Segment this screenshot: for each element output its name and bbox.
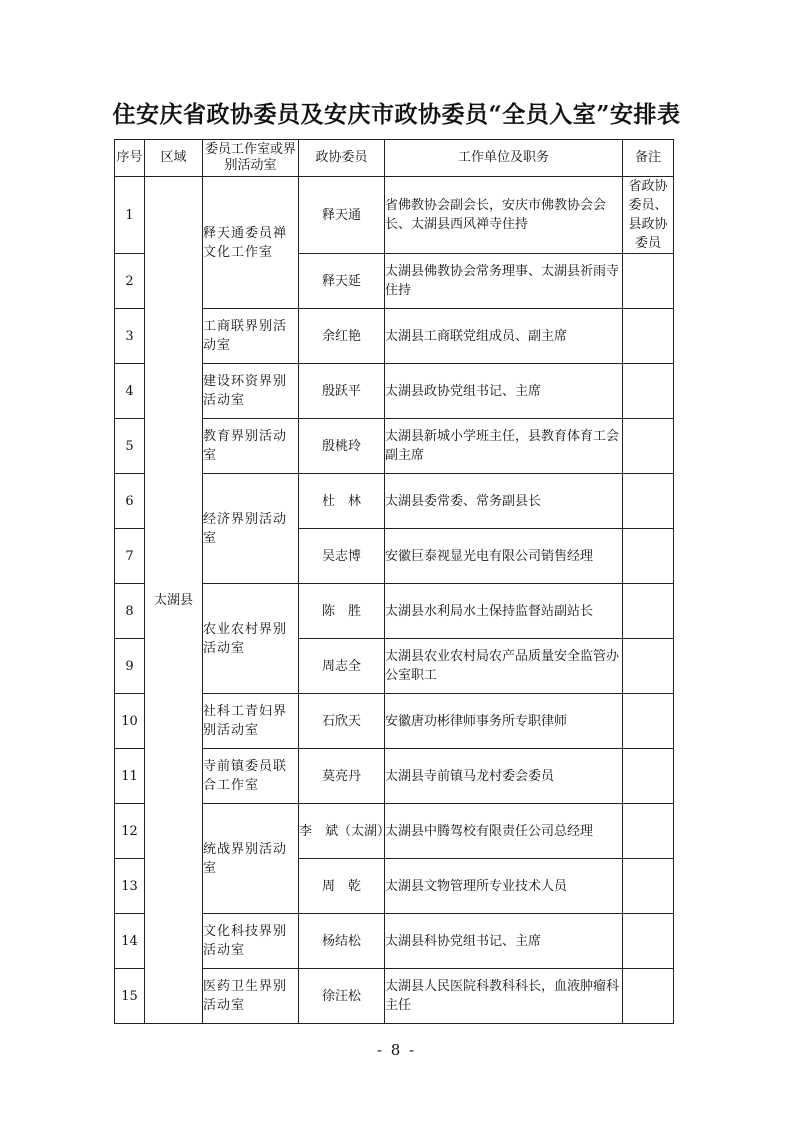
page-number: - 8 - xyxy=(376,1041,417,1059)
member-cell: 殷桃玲 xyxy=(299,419,385,474)
office-cell: 文化科技界别活动室 xyxy=(203,914,299,969)
unit-cell: 太湖县工商联党组成员、副主席 xyxy=(385,309,623,364)
table-row xyxy=(115,177,674,254)
seq-cell: 6 xyxy=(115,474,145,529)
member-cell: 杜 林 xyxy=(299,474,385,529)
member-cell: 释天通 xyxy=(299,177,385,254)
member-cell: 李 斌（太湖） xyxy=(299,804,385,859)
office-cell: 农业农村界别活动室 xyxy=(203,584,299,694)
header-office: 委员工作室或界别活动室 xyxy=(203,140,299,177)
seq-cell: 10 xyxy=(115,694,145,749)
unit-cell: 太湖县文物管理所专业技术人员 xyxy=(385,859,623,914)
unit-cell: 太湖县科协党组书记、主席 xyxy=(385,914,623,969)
unit-cell: 太湖县农业农村局农产品质量安全监管办公室职工 xyxy=(385,639,623,694)
header-remark: 备注 xyxy=(623,140,674,177)
table-header-row xyxy=(115,140,674,177)
seq-cell: 4 xyxy=(115,364,145,419)
seq-cell: 14 xyxy=(115,914,145,969)
seq-cell: 7 xyxy=(115,529,145,584)
office-cell: 教育界别活动室 xyxy=(203,419,299,474)
remark-cell xyxy=(623,419,674,474)
header-member: 政协委员 xyxy=(299,140,385,177)
office-cell: 统战界别活动室 xyxy=(203,804,299,914)
remark-cell xyxy=(623,859,674,914)
remark-cell xyxy=(623,749,674,804)
unit-cell: 安徽巨泰视显光电有限公司销售经理 xyxy=(385,529,623,584)
unit-cell: 太湖县委常委、常务副县长 xyxy=(385,474,623,529)
member-cell: 徐汪松 xyxy=(299,969,385,1024)
remark-cell xyxy=(623,914,674,969)
unit-cell: 太湖县中腾驾校有限责任公司总经理 xyxy=(385,804,623,859)
unit-cell: 太湖县人民医院科教科科长，血液肿瘤科主任 xyxy=(385,969,623,1024)
unit-cell: 太湖县寺前镇马龙村委会委员 xyxy=(385,749,623,804)
office-cell: 经济界别活动室 xyxy=(203,474,299,584)
seq-cell: 2 xyxy=(115,254,145,309)
member-cell: 殷跃平 xyxy=(299,364,385,419)
remark-cell xyxy=(623,694,674,749)
member-cell: 周 乾 xyxy=(299,859,385,914)
remark-cell xyxy=(623,474,674,529)
member-cell: 释天延 xyxy=(299,254,385,309)
seq-cell: 15 xyxy=(115,969,145,1024)
member-cell: 陈 胜 xyxy=(299,584,385,639)
member-cell: 莫亮丹 xyxy=(299,749,385,804)
arrangement-table xyxy=(114,139,674,1024)
header-unit: 工作单位及职务 xyxy=(385,140,623,177)
seq-cell: 1 xyxy=(115,177,145,254)
remark-cell xyxy=(623,639,674,694)
seq-cell: 8 xyxy=(115,584,145,639)
remark-cell xyxy=(623,529,674,584)
member-cell: 周志全 xyxy=(299,639,385,694)
region-cell: 太湖县 xyxy=(145,177,203,1024)
seq-cell: 11 xyxy=(115,749,145,804)
unit-cell: 太湖县佛教协会常务理事、太湖县祈雨寺住持 xyxy=(385,254,623,309)
document-title: 住安庆省政协委员及安庆市政协委员“全员入室”安排表 xyxy=(112,101,681,128)
member-cell: 吴志博 xyxy=(299,529,385,584)
seq-cell: 13 xyxy=(115,859,145,914)
office-cell: 释天通委员禅文化工作室 xyxy=(203,177,299,309)
unit-cell: 太湖县政协党组书记、主席 xyxy=(385,364,623,419)
unit-cell: 安徽唐功彬律师事务所专职律师 xyxy=(385,694,623,749)
header-seq: 序号 xyxy=(115,140,145,177)
office-cell: 寺前镇委员联合工作室 xyxy=(203,749,299,804)
office-cell: 工商联界别活动室 xyxy=(203,309,299,364)
member-cell: 石欣天 xyxy=(299,694,385,749)
seq-cell: 5 xyxy=(115,419,145,474)
remark-cell: 省政协委员、县政协委员 xyxy=(623,177,674,254)
remark-cell xyxy=(623,969,674,1024)
remark-cell xyxy=(623,804,674,859)
remark-cell xyxy=(623,309,674,364)
office-cell: 医药卫生界别活动室 xyxy=(203,969,299,1024)
seq-cell: 12 xyxy=(115,804,145,859)
unit-cell: 太湖县新城小学班主任，县教育体育工会副主席 xyxy=(385,419,623,474)
office-cell: 建设环资界别活动室 xyxy=(203,364,299,419)
unit-cell: 太湖县水利局水土保持监督站副站长 xyxy=(385,584,623,639)
seq-cell: 9 xyxy=(115,639,145,694)
remark-cell xyxy=(623,584,674,639)
remark-cell xyxy=(623,364,674,419)
seq-cell: 3 xyxy=(115,309,145,364)
remark-cell xyxy=(623,254,674,309)
member-cell: 余红艳 xyxy=(299,309,385,364)
member-cell: 杨结松 xyxy=(299,914,385,969)
header-region: 区域 xyxy=(145,140,203,177)
unit-cell: 省佛教协会副会长，安庆市佛教协会会长、太湖县西风禅寺住持 xyxy=(385,177,623,254)
office-cell: 社科工青妇界别活动室 xyxy=(203,694,299,749)
